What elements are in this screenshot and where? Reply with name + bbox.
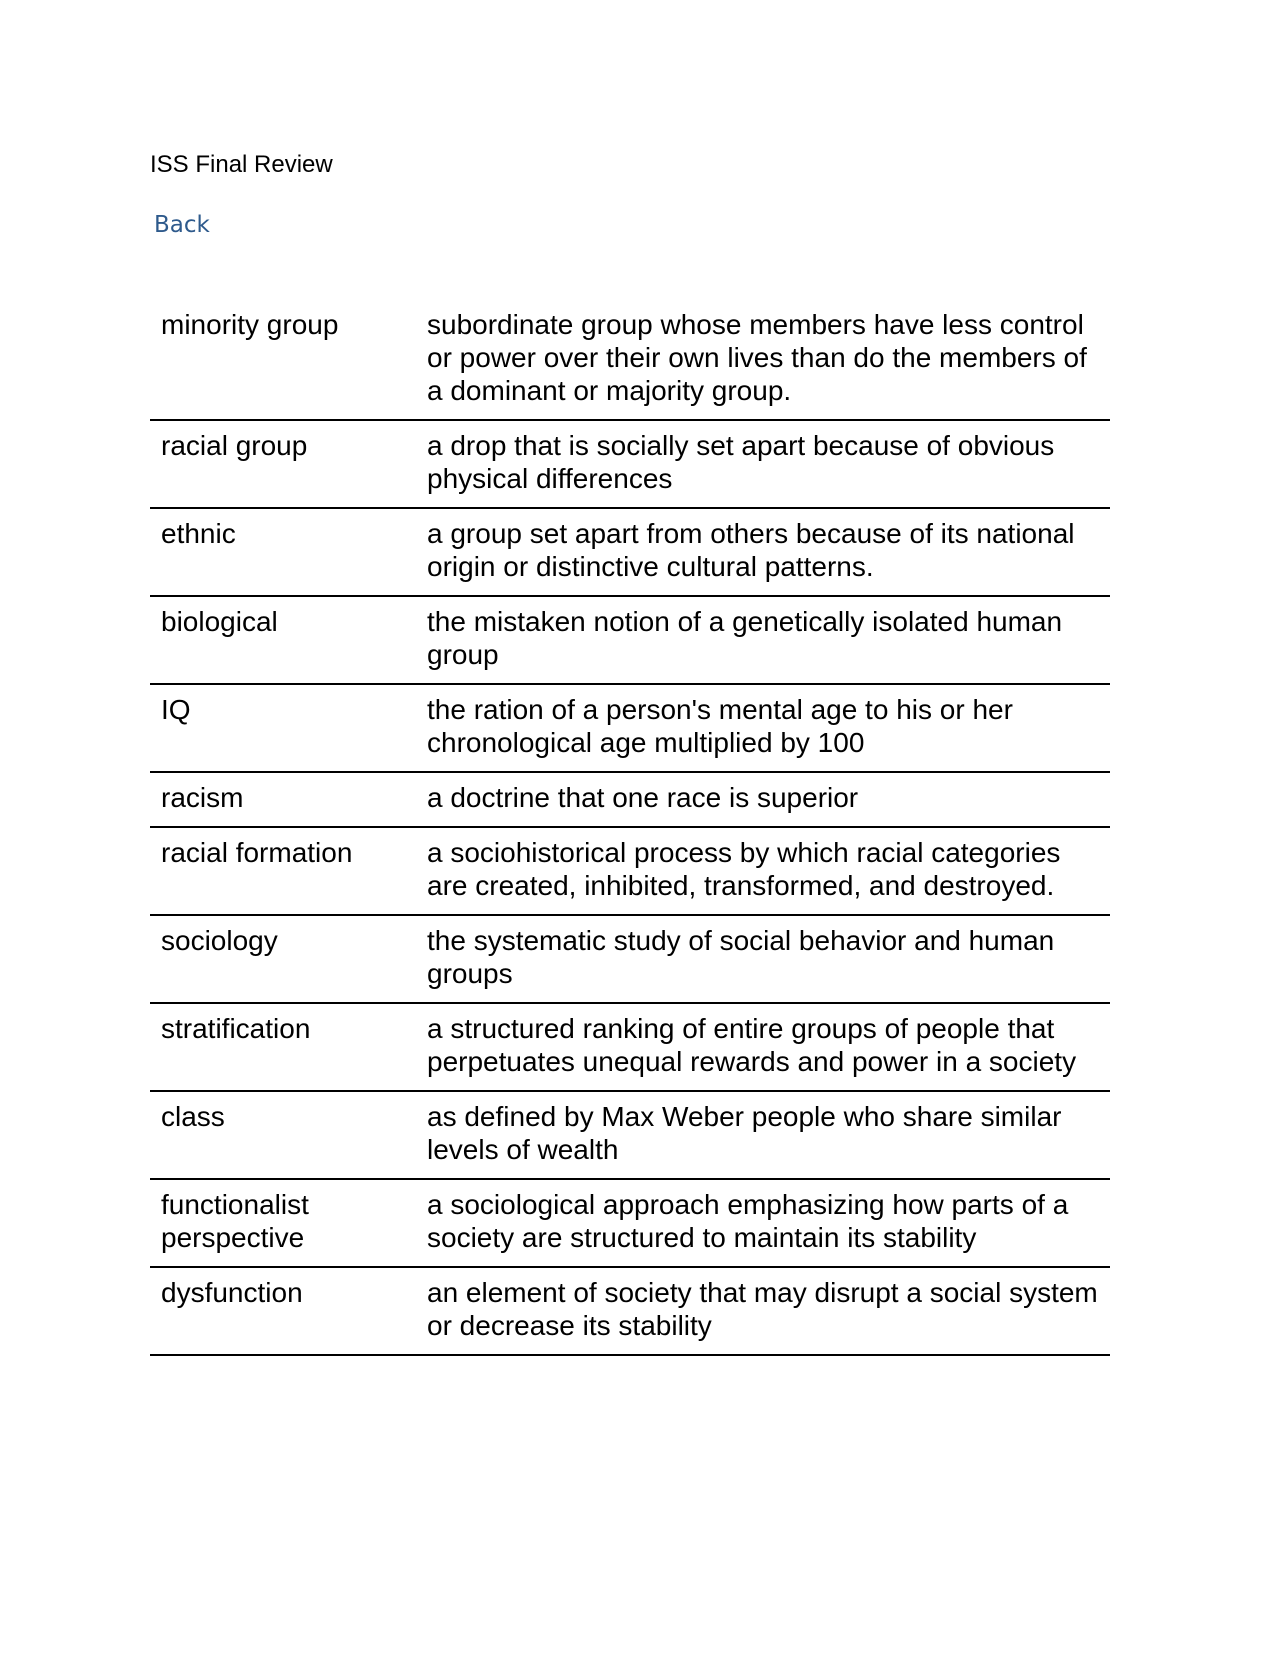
term-cell: IQ xyxy=(150,684,427,772)
table-row xyxy=(150,596,1110,684)
definition-cell: the ration of a person's mental age to his or her chronological age multiplied by 100 xyxy=(427,684,1110,772)
definition-cell: a group set apart from others because of its national origin or distinctive cultural patterns. xyxy=(427,508,1110,596)
table-row xyxy=(150,420,1110,508)
table-row xyxy=(150,684,1110,772)
definition-cell: a drop that is socially set apart because of obvious physical differences xyxy=(427,420,1110,508)
definition-cell: the mistaken notion of a genetically isolated human group xyxy=(427,596,1110,684)
term-cell: dysfunction xyxy=(150,1267,427,1355)
definition-cell: a sociohistorical process by which racial categories are created, inhibited, transformed, and destroyed. xyxy=(427,827,1110,915)
table-row xyxy=(150,772,1110,827)
terms-table-body xyxy=(150,300,1110,1355)
term-cell: class xyxy=(150,1091,427,1179)
term-cell: racism xyxy=(150,772,427,827)
definition-cell: subordinate group whose members have less control or power over their own lives than do the members of a dominant or majority group. xyxy=(427,300,1110,420)
table-row xyxy=(150,300,1110,420)
term-cell: biological xyxy=(150,596,427,684)
table-row xyxy=(150,1179,1110,1267)
table-row xyxy=(150,827,1110,915)
term-cell: minority group xyxy=(150,300,427,420)
table-row xyxy=(150,1091,1110,1179)
page-title: ISS Final Review xyxy=(150,151,333,178)
definition-cell: an element of society that may disrupt a social system or decrease its stability xyxy=(427,1267,1110,1355)
definition-cell: as defined by Max Weber people who share similar levels of wealth xyxy=(427,1091,1110,1179)
definition-cell: the systematic study of social behavior and human groups xyxy=(427,915,1110,1003)
back-link[interactable]: Back xyxy=(154,212,210,238)
term-cell: functionalist perspective xyxy=(150,1179,427,1267)
term-cell: sociology xyxy=(150,915,427,1003)
table-row xyxy=(150,1267,1110,1355)
definition-cell: a structured ranking of entire groups of people that perpetuates unequal rewards and power in a society xyxy=(427,1003,1110,1091)
definition-cell: a doctrine that one race is superior xyxy=(427,772,1110,827)
term-cell: ethnic xyxy=(150,508,427,596)
terms-table xyxy=(150,300,1110,1356)
table-row xyxy=(150,508,1110,596)
table-row xyxy=(150,915,1110,1003)
term-cell: racial group xyxy=(150,420,427,508)
definition-cell: a sociological approach emphasizing how parts of a society are structured to maintain its stability xyxy=(427,1179,1110,1267)
term-cell: racial formation xyxy=(150,827,427,915)
table-row xyxy=(150,1003,1110,1091)
term-cell: stratification xyxy=(150,1003,427,1091)
